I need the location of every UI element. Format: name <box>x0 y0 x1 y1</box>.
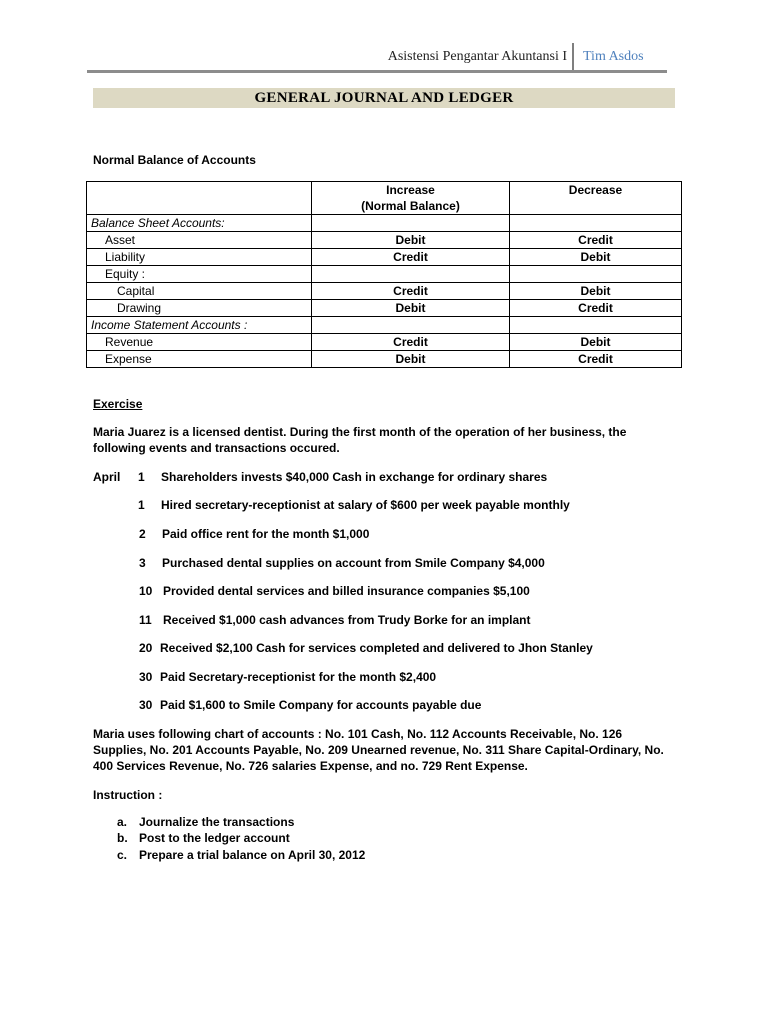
instruction-item <box>117 848 365 862</box>
header-rule <box>87 70 667 73</box>
table-row <box>87 232 682 249</box>
month-label: April <box>93 470 121 484</box>
transaction-text: Received $1,000 cash advances from Trudy Borke for an implant <box>163 613 531 627</box>
instruction-text: Post to the ledger account <box>139 831 290 845</box>
normal-balance-heading: Normal Balance of Accounts <box>93 153 256 167</box>
table-header-increase <box>312 182 510 215</box>
transaction-day: 3 <box>139 556 146 570</box>
section-balance-sheet: Balance Sheet Accounts: <box>87 215 312 232</box>
normal-balance-label: (Normal Balance) <box>361 199 460 213</box>
instruction-item <box>117 815 294 829</box>
table-header-decrease: Decrease <box>510 182 682 215</box>
instruction-text: Journalize the transactions <box>139 815 295 829</box>
transaction-day: 2 <box>139 527 146 541</box>
transaction-text: Paid Secretary-receptionist for the month $2,400 <box>160 670 437 684</box>
header-team-name: Tim Asdos <box>583 49 644 64</box>
page-title: GENERAL JOURNAL AND LEDGER <box>254 90 514 106</box>
instruction-label: c. <box>117 848 128 862</box>
empty-cell <box>312 215 510 232</box>
instruction-item <box>117 831 290 845</box>
chart-of-accounts-line2: Supplies, No. 201 Accounts Payable, No. 209 Unearned revenue, No. 311 Share Capital-Ordinary, No. <box>93 743 664 757</box>
title-bar <box>93 88 675 108</box>
row-increase: Debit <box>312 351 510 368</box>
table-row <box>87 351 682 368</box>
row-increase: Credit <box>312 334 510 351</box>
empty-cell <box>312 266 510 283</box>
row-name: Asset <box>87 232 312 249</box>
table-header-row <box>87 182 682 215</box>
table-row <box>87 249 682 266</box>
transaction-text: Paid $1,600 to Smile Company for accounts payable due <box>160 698 482 712</box>
transaction-text: Provided dental services and billed insurance companies $5,100 <box>163 584 530 598</box>
table-row <box>87 266 682 283</box>
row-increase: Debit <box>312 300 510 317</box>
transaction-day: 1 <box>138 498 145 512</box>
chart-of-accounts-line1: Maria uses following chart of accounts : No. 101 Cash, No. 112 Accounts Receivable, No. 126 <box>93 727 623 741</box>
table-row <box>87 300 682 317</box>
transaction-text: Purchased dental supplies on account from Smile Company $4,000 <box>162 556 545 570</box>
row-increase: Credit <box>312 283 510 300</box>
transaction-day: 11 <box>139 613 152 627</box>
row-name: Expense <box>87 351 312 368</box>
instruction-label: b. <box>117 831 128 845</box>
exercise-intro-line2: following events and transactions occured. <box>93 441 340 455</box>
exercise-heading: Exercise <box>93 397 143 411</box>
section-income-statement: Income Statement Accounts : <box>87 317 312 334</box>
row-name: Liability <box>87 249 312 266</box>
transaction-text: Paid office rent for the month $1,000 <box>162 527 370 541</box>
table-row <box>87 317 682 334</box>
row-decrease: Debit <box>510 283 682 300</box>
transaction-day: 30 <box>139 698 153 712</box>
header-course-title: Asistensi Pengantar Akuntansi I <box>387 49 567 64</box>
empty-cell <box>510 317 682 334</box>
empty-cell <box>510 215 682 232</box>
table-row <box>87 215 682 232</box>
row-name: Drawing <box>87 300 312 317</box>
row-increase: Credit <box>312 249 510 266</box>
instruction-text: Prepare a trial balance on April 30, 2012 <box>139 848 366 862</box>
empty-cell <box>510 266 682 283</box>
normal-balance-table <box>86 181 682 368</box>
chart-of-accounts-line3: 400 Services Revenue, No. 726 salaries Expense, and no. 729 Rent Expense. <box>93 759 528 773</box>
row-decrease: Debit <box>510 334 682 351</box>
instruction-label: a. <box>117 815 128 829</box>
table-header-blank <box>87 182 312 215</box>
exercise-intro-line1: Maria Juarez is a licensed dentist. During the first month of the operation of her business, the <box>93 425 627 439</box>
page-header <box>87 40 667 72</box>
transaction-text: Shareholders invests $40,000 Cash in exchange for ordinary shares <box>161 470 548 484</box>
transaction-day: 1 <box>138 470 145 484</box>
header-separator <box>572 43 574 71</box>
row-decrease: Debit <box>510 249 682 266</box>
empty-cell <box>312 317 510 334</box>
row-name: Capital <box>87 283 312 300</box>
row-name: Revenue <box>87 334 312 351</box>
row-name: Equity : <box>87 266 312 283</box>
transaction-day: 20 <box>139 641 153 655</box>
table-row <box>87 334 682 351</box>
transaction-text: Received $2,100 Cash for services completed and delivered to Jhon Stanley <box>160 641 593 655</box>
transaction-text: Hired secretary-receptionist at salary of $600 per week payable monthly <box>161 498 570 512</box>
instruction-heading: Instruction : <box>93 788 163 802</box>
increase-label: Increase <box>386 183 435 197</box>
transaction-day: 30 <box>139 670 153 684</box>
row-decrease: Credit <box>510 300 682 317</box>
table-row <box>87 283 682 300</box>
transaction-day: 10 <box>139 584 153 598</box>
row-increase: Debit <box>312 232 510 249</box>
row-decrease: Credit <box>510 232 682 249</box>
row-decrease: Credit <box>510 351 682 368</box>
